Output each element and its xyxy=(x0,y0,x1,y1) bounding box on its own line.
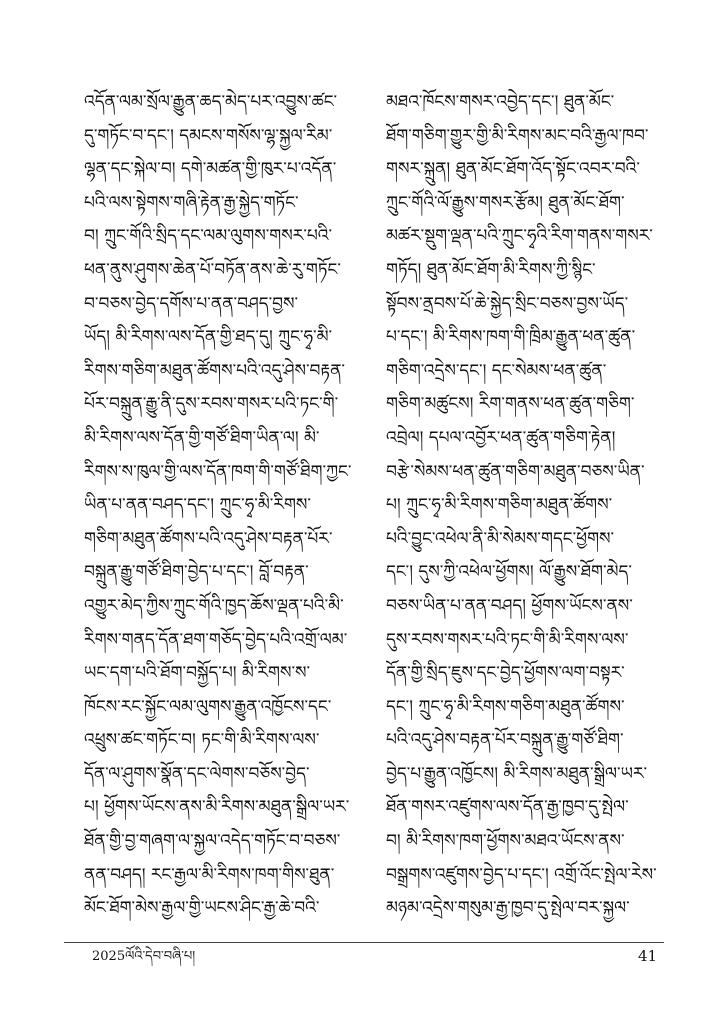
text-line: ཡིན་པ་ནན་བཤད་དང་། ཀྲུང་ཧྭ་མི་རིགས་ xyxy=(84,495,311,516)
text-line: ལྷན་དང་སྐེལ་བ། དགེ་མཚན་གྱི་ཁུར་པ་འདོན་ xyxy=(84,159,337,180)
text-line: ཕན་ནུས་ཤུགས་ཆེན་པོ་བཏོན་ནས་ཆེ་རུ་གཏོང་ xyxy=(84,259,341,280)
text-line: དུ་གཏོང་བ་དང་། དམངས་གསོས་ལྷ་སྐྱལ་རིམ་ xyxy=(84,125,333,146)
footer-divider xyxy=(64,942,664,943)
right-text-column xyxy=(386,86,661,926)
text-line: དང་། དུས་ཀྱི་འཕེལ་ཕྱོགས། ལོ་རྒྱུས་ཐོག་མེད་ xyxy=(386,562,632,583)
text-line: བ། ཀྲུང་གོའི་སྲིད་དང་ལམ་ལུགས་གསར་པའི་ xyxy=(84,226,333,247)
text-line: འདོན་ལམ་སྲོལ་རྒྱུན་ཆད་མེད་པར་འབྱུས་ཚང་ xyxy=(84,92,338,112)
text-line: པོར་བསྐྲུན་རྒྱུ་ནི་དུས་རབས་གསར་པའི་ཏང་གི་ xyxy=(84,394,339,415)
text-line: གཅིག་མཐུན་ཚོགས་པའི་འདུ་ཤེས་བརྟན་པོར་ xyxy=(84,528,333,549)
text-line: བྱེད་པ་རྒྱུན་འཁྱོངས། མི་རིགས་མཐུན་སྒྲིལ་ཡར་ xyxy=(386,763,648,784)
text-line: པའི་ལས་སྟེགས་གཞི་རྟེན་རྒྱ་སྐྱེད་གཏོང་ xyxy=(84,192,299,213)
text-line: རིགས་ས་ཁུལ་གྱི་ལས་དོན་ཁག་གི་གཙོ་ཐིག་ཀྱང་ xyxy=(84,461,352,482)
text-line: མོང་ཐོག་མེས་རྒྱལ་གྱི་ཡངས་ཤིང་རྒྱ་ཆེ་བའི་ xyxy=(84,898,320,919)
text-line: ཐོག་གཅིག་གྱུར་གྱི་མི་རིགས་མང་བའི་རྒྱལ་ཁབ་ xyxy=(386,125,649,146)
text-line: བ། མི་རིགས་ཁག་ཕྱོགས་མཐའ་ཡོངས་ནས་ xyxy=(386,831,625,852)
text-line: མི་རིགས་ལས་དོན་གྱི་གཙོ་ཐིག་ཡིན་ལ། མི་ xyxy=(84,427,320,448)
text-line: བཅས་ཡིན་པ་ནན་བཤད། ཕྱོགས་ཡོངས་ནས་ xyxy=(386,595,633,616)
text-line: ཀྲུང་གོའི་ལོ་རྒྱུས་གསར་རྩོམ། ཐུན་མོང་ཐོག་ xyxy=(386,192,625,213)
text-line: པའི་འདུ་ཤེས་བརྟན་པོར་བསྐྲུན་རྒྱུ་གཙོ་ཐིག་ xyxy=(386,730,624,751)
text-line: ཡང་དག་པའི་ཐོག་བསྐྱོད་པ། མི་རིགས་ས་ xyxy=(84,663,311,684)
text-line: པ་དང་། མི་རིགས་ཁག་གི་ཁྲིམ་རྒྱུན་ཕན་ཚུན་ xyxy=(386,327,636,348)
text-line: པའི་བྱུང་འཕེལ་ནི་མི་སེམས་གདང་ཕྱོགས་ xyxy=(386,528,615,549)
text-line: གཅིག་མཚུངས། རིག་གནས་ཕན་ཚུན་གཅིག་ xyxy=(386,394,635,415)
text-line: འགྱུར་མེད་ཀྱིས་ཀྲུང་གོའི་ཁྱད་ཆོས་ལྡན་པའི་མི་ xyxy=(84,595,344,616)
text-line: རིགས་གཅིག་མཐུན་ཚོགས་པའི་འདུ་ཤེས་བརྟན་ xyxy=(84,360,346,381)
text-line: ཐོན་གྱི་བྱ་གཞག་ལ་སྐྱལ་འདེད་གཏོང་བ་བཅས་ xyxy=(84,831,341,852)
text-line: དང་། ཀྲུང་ཧྭ་མི་རིགས་གཅིག་མཐུན་ཚོགས་ xyxy=(386,696,625,717)
text-line: དོན་གྱི་སྲིད་ཇུས་དང་བྱེད་ཕྱོགས་ལག་བསྟར་ xyxy=(386,663,625,684)
text-line: པ། ཕྱོགས་ཡོངས་ནས་མི་རིགས་མཐུན་སྒྲིལ་ཡར་ xyxy=(84,797,350,818)
text-line: ཡོད། མི་རིགས་ལས་དོན་གྱི་ཐད་དུ། ཀྲུང་ཧྭ་མི་ xyxy=(84,327,333,348)
text-line: དུས་རབས་གསར་པའི་ཏང་གི་མི་རིགས་ལས་ xyxy=(386,629,629,650)
left-text-column xyxy=(84,86,372,926)
text-line: གཏོད། ཐུན་མོང་ཐོག་མི་རིགས་ཀྱི་སྙིང་ xyxy=(386,259,596,280)
text-line: མཐའ་ཁོངས་གསར་འབྱེད་དང་། ཐུན་མོང་ xyxy=(386,92,615,112)
text-line: འབྲེལ། དཔལ་འབྱོར་ཕན་ཚུན་གཅིག་རྟེན། xyxy=(386,427,616,448)
text-line: པ། ཀྲུང་ཧྭ་མི་རིགས་གཅིག་མཐུན་ཚོགས་ xyxy=(386,495,613,516)
text-line: གསར་སྐྲུན། ཐུན་མོང་ཐོག་འོད་སྟོང་འབར་བའི་ xyxy=(386,159,640,180)
text-line: བ་བཅས་བྱེད་དགོས་པ་ནན་བཤད་བྱས་ xyxy=(84,293,299,314)
text-line: འཕྲུས་ཚང་གཏོང་བ། ཏང་གི་མི་རིགས་ལས་ xyxy=(84,730,320,751)
text-line: སྟོབས་ནྲབས་པོ་ཆེ་སྐྱེད་སྲིང་བཅས་བྱས་ཡོད་ xyxy=(386,293,629,314)
text-line: བརྩེ་སེམས་ཕན་ཚུན་གཅིག་མཐུན་བཅས་ཡིན་ xyxy=(386,461,645,482)
text-line: མཉམ་འདྲེས་གསུམ་རྒྱ་ཁྱབ་དུ་སྤེལ་བར་སྐྱལ་ xyxy=(386,898,630,919)
text-line: ཐོན་གསར་འཛུགས་ལས་དོན་རྒྱ་ཁྱབ་དུ་སྤེལ་ xyxy=(386,797,629,818)
text-line: མཚར་སྡུག་ལྡན་པའི་ཀྲུང་ཧྭའི་རིག་གནས་གསར་ xyxy=(386,226,653,247)
footer-issue-label: 2025ལོའི་དེབ་བཞི་པ། xyxy=(92,949,196,964)
page-number: 41 xyxy=(638,947,658,965)
text-line: དོན་ལ་ཤུགས་སྣོན་དང་ལེགས་བཅོས་བྱེད་ xyxy=(84,763,310,784)
text-line: རིགས་གནད་དོན་ཐག་གཅོད་བྱེད་པའི་འགྲོ་ལམ་ xyxy=(84,629,348,650)
text-line: གཅིག་འདྲེས་དང་། དང་སེམས་ཕན་ཚུན་ xyxy=(386,360,607,381)
text-line: ནན་བཤད། རང་རྒྱལ་མི་རིགས་ཁག་གིས་ཐུན་ xyxy=(84,864,335,885)
text-line: བསྐྲུན་རྒྱུ་གཙོ་ཐིག་བྱེད་པ་དང་། བློ་བརྟན་ xyxy=(84,562,309,583)
text-line: ཁོངས་རང་སྐྱོང་ལམ་ལུགས་རྒྱུན་འཁྱོངས་དང་ xyxy=(84,696,332,717)
text-line: བསྒྲགས་འཛུགས་བྱེད་པ་དང་། འགྲོ་འོང་སྤེལ་རེས་ xyxy=(386,864,657,885)
